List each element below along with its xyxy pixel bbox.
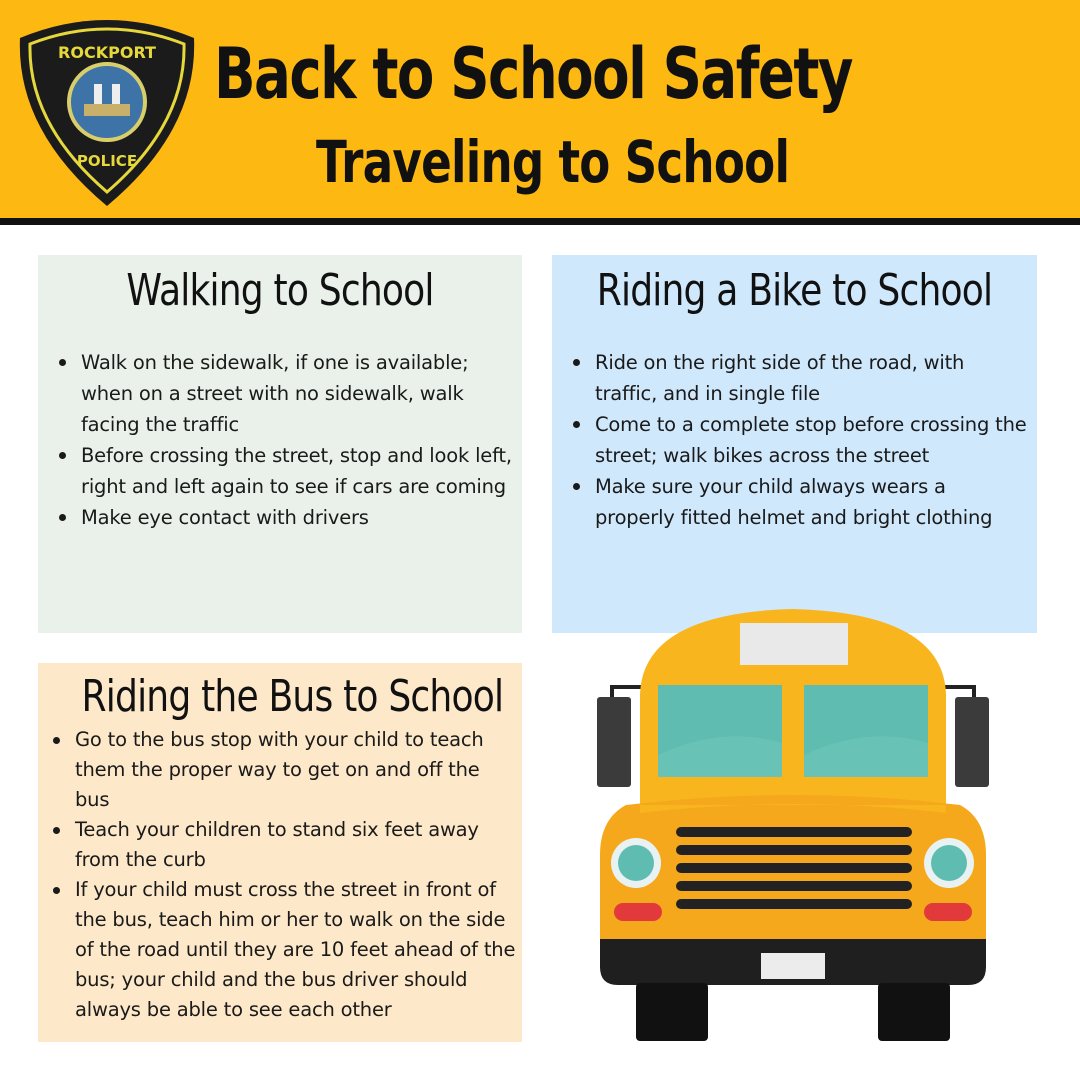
list-item: Come to a complete stop before crossing the street; walk bikes across the street	[552, 409, 1028, 471]
biking-card	[552, 255, 1037, 633]
list-item: Walk on the sidewalk, if one is available; when on a street with no sidewalk, walk facing the traffic	[38, 347, 514, 440]
page-title: Back to School Safety	[214, 33, 852, 115]
badge-text-top: ROCKPORT	[58, 43, 156, 62]
page-subtitle: Traveling to School	[316, 128, 790, 196]
bus-card-title: Riding the Bus to School	[81, 671, 504, 722]
list-item: Before crossing the street, stop and look left, right and left again to see if cars are coming	[38, 440, 514, 502]
list-item: Ride on the right side of the road, with traffic, and in single file	[552, 347, 1028, 409]
badge-text-bottom: POLICE	[76, 152, 138, 170]
list-item: Teach your children to stand six feet away from the curb	[32, 815, 516, 875]
bus-list	[32, 725, 516, 1025]
bus-card	[38, 663, 522, 1042]
police-badge-icon	[12, 10, 202, 210]
biking-list	[552, 347, 1028, 533]
walking-card-title: Walking to School	[126, 265, 434, 316]
school-bus-icon	[592, 605, 994, 1045]
list-item: If your child must cross the street in front of the bus, teach him or her to walk on the side of the road until they are 10 feet ahead of the bus; your child and the bus driver should always be able to see each other	[32, 875, 516, 1025]
biking-card-title: Riding a Bike to School	[596, 265, 993, 316]
walking-card	[38, 255, 522, 633]
walking-list	[38, 347, 514, 533]
list-item: Go to the bus stop with your child to teach them the proper way to get on and off the bus	[32, 725, 516, 815]
header-divider	[0, 218, 1080, 225]
header-banner	[0, 0, 1080, 218]
list-item: Make eye contact with drivers	[38, 502, 514, 533]
list-item: Make sure your child always wears a properly fitted helmet and bright clothing	[552, 471, 1028, 533]
